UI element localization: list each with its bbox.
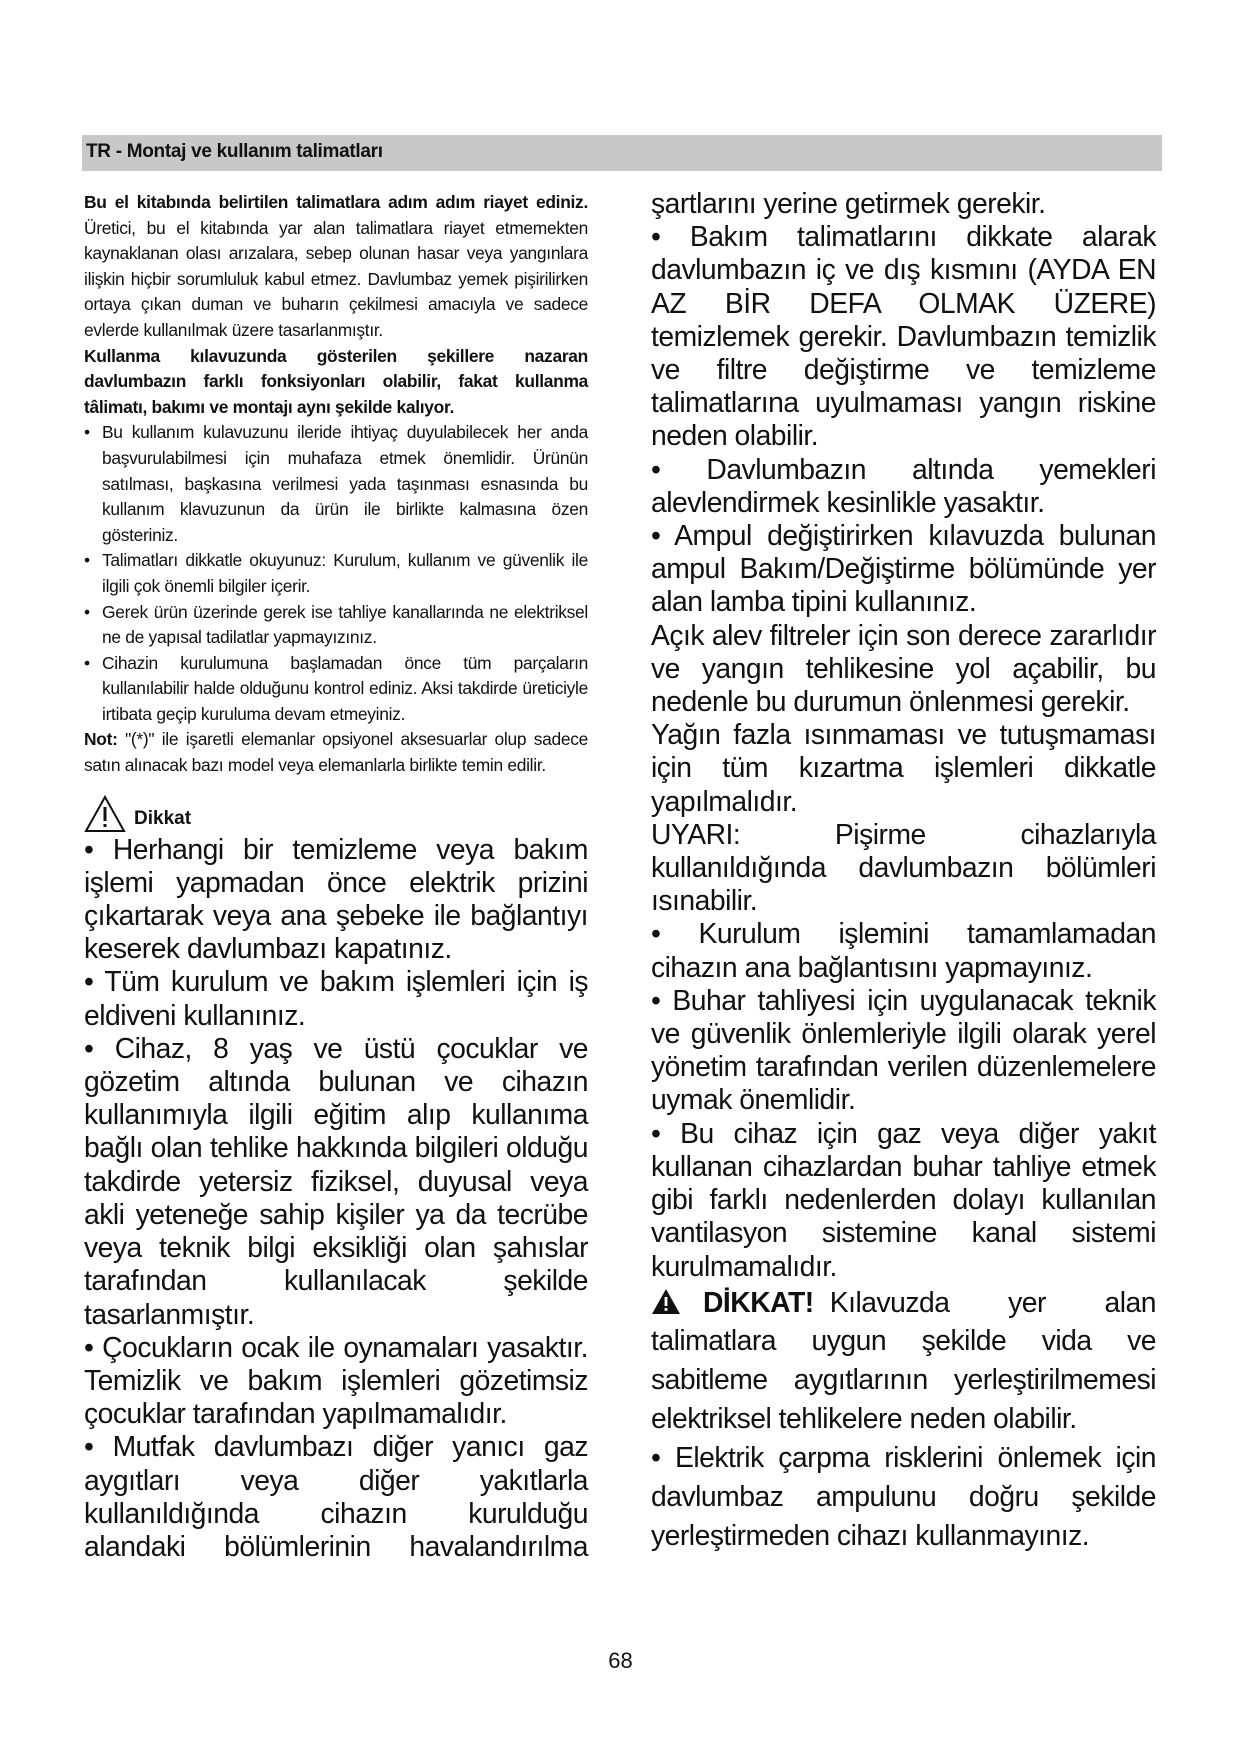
bullet-text: Gerek ürün üzerinde gerek ise tahliye kanallarında ne elektriksel ne de yapısal tadilatlar yapmayızınız. (102, 601, 588, 648)
caution-item: • Bakım talimatlarını dikkate alarak davlumbazın iç ve dış kısmını (AYDA EN AZ BİR DEFA OLMAK ÜZERE) temizlemek gerekir. Davlumbazın temizlik ve filtre değiştirme ve temizleme talimatlarına uyulmaması yangın riskine neden olabilir. (651, 220, 1156, 452)
warning-text: talimatlara uygun şekilde vida ve sabitleme aygıtlarının yerleştirilmemesi elektriksel tehlikelere neden olabilir. (651, 1323, 1156, 1434)
warning-filled-triangle-icon (651, 1288, 681, 1315)
intro-bullet (84, 420, 588, 548)
note-label: Not: (84, 729, 118, 750)
bullet-dot: • (84, 550, 90, 571)
caution-item: • Herhangi bir temizleme veya bakım işlemi yapmadan önce elektrik prizini çıkartarak veya ana şebeke ile bağlantıyı keserek davlumbazı kapatınız. (84, 832, 588, 965)
bullet-text: Bu kullanım kulavuzunu ileride ihtiyaç duyulabilecek her anda başvurulabilmesi için muhafaza etmek önemlidir. Ürünün satılması, başkasına verilmesi yada taşınması esnasında bu kullanım klavuzunun da ürün ile birlikte kalmasına özen gösteriniz. (102, 422, 588, 545)
caution-item: • Mutfak davlumbazı diğer yanıcı gaz aygıtları veya diğer yakıtlarla kullanıldığında cihazın kurulduğu alandaki bölümlerinin havalandırılma (84, 1430, 588, 1562)
intro-section (84, 190, 588, 779)
caution-item: Yağın fazla ısınmaması ve tutuşmaması için tüm kızartma işlemleri dikkatle yapılmalıdır. (651, 718, 1156, 817)
warning-text-start: Kılavuzda yer alan (829, 1285, 1156, 1318)
caution-heading (84, 793, 588, 833)
intro-text-1: Üretici, bu el kitabında yar alan talimatlara riayet etmemekten kaynaklanan olası arızalara, sebep olunan hasar veya yangınlara ilişkin hiçbir sorumluluk kabul etmez. Davlumbaz yemek pişirilirken ortaya çıkan duman ve buharın çekilmesi amacıyla ve sadece evlerde kullanılmak üzere tasarlanmıştır. (84, 217, 588, 340)
note-text: "(*)" ile işaretli elemanlar opsiyonel aksesuarlar olup sadece satın alınacak bazı model veya elemanlarla birlikte temin edilir. (84, 729, 588, 776)
warning-heading (651, 1283, 1156, 1321)
caution-item: • Buhar tahliyesi için uygulanacak teknik ve güvenlik önlemleriyle ilgili olarak yerel yönetim tarafından verilen düzenlemelere uymak önemlidir. (651, 983, 1156, 1116)
caution-item: • Ampul değiştirirken kılavuzda bulunan ampul Bakım/Değiştirme bölümünde yer alan lamba tipini kullanınız. (651, 519, 1156, 618)
bullet-dot: • (84, 652, 90, 673)
caution-item: • Cihaz, 8 yaş ve üstü çocuklar ve gözetim altında bulunan ve cihazın kullanımıyla ilgili eğitim alıp kullanıma bağlı olan tehlike hakkında bilgileri olduğu takdirde yetersiz fiziksel, duyusal veya akli yeteneğe sahip kişiler ya da tecrübe veya teknik bilgi eksikliği olan şahıslar tarafından kullanılacak şekilde tasarlanmıştır. (84, 1031, 588, 1330)
note-paragraph (84, 727, 588, 778)
page-title: TR - Montaj ve kullanım talimatları (86, 141, 383, 162)
caution-item: • Çocukların ocak ile oynamaları yasaktır. Temizlik ve bakım işlemleri gözetimsiz çocuklar tarafından yapılmamalıdır. (84, 1330, 588, 1430)
intro-bullet (84, 548, 588, 599)
caution-item: • Bu cihaz için gaz veya diğer yakıt kullanan cihazlardan buhar tahliye etmek gibi farklı nedenlerden dolayı kullanılan vantilasyon sistemine kanal sistemi kurulmamalıdır. (651, 1116, 1156, 1282)
bullet-text: Talimatları dikkatle okuyunuz: Kurulum, kullanım ve güvenlik ile ilgili çok önemli bilgiler içerir. (102, 550, 588, 596)
intro-bold-1: Bu el kitabında belirtilen talimatlara adım adım riayet ediniz. (84, 192, 588, 212)
page-number: 68 (608, 1648, 633, 1673)
right-column (651, 187, 1156, 1555)
caution-item: • Tüm kurulum ve bakım işlemleri için iş eldiveni kullanınız. (84, 965, 588, 1031)
header-bar (82, 135, 1162, 171)
caution-item: • Davlumbazın altında yemekleri alevlendirmek kesinlikle yasaktır. (651, 452, 1156, 518)
caution-label: Dikkat (134, 807, 192, 829)
bullet-text: Cihazin kurulumuna başlamadan önce tüm parçaların kullanılabilir halde olduğunu kontrol ediniz. Aksi takdirde üreticiyle irtibata geçip kuruluma devam etmeyiniz. (102, 652, 588, 724)
warning-label: DİKKAT! (703, 1285, 814, 1318)
bullet-dot: • (84, 601, 90, 622)
caution-item: şartlarını yerine getirmek gerekir. (651, 187, 1046, 219)
caution-item: UYARI: Pişirme cihazlarıyla kullanıldığında davlumbazın bölümleri ısınabilir. (651, 817, 1156, 917)
bullet-dot: • (84, 422, 90, 443)
warning-triangle-icon (84, 795, 126, 833)
intro-bullet (84, 600, 588, 651)
intro-bold-2: Kullanma kılavuzunda gösterilen şekillere nazaran davlumbazın farklı fonksiyonları olabilir, fakat kullanma tâlimatı, bakımı ve montajı aynı şekilde kalıyor. (84, 345, 588, 417)
caution-item: • Elektrik çarpma risklerini önlemek için davlumbaz ampulunu doğru şekilde yerleştirmeden cihazı kullanmayınız. (651, 1440, 1156, 1551)
intro-paragraph-1 (84, 190, 588, 344)
caution-item: • Kurulum işlemini tamamlamadan cihazın ana bağlantısını yapmayınız. (651, 917, 1156, 983)
left-column (84, 190, 588, 1563)
intro-bullet (84, 651, 588, 728)
caution-item: Açık alev filtreler için son derece zararlıdır ve yangın tehlikesine yol açabilir, bu nedenle bu durumun önlenmesi gerekir. (651, 618, 1156, 718)
intro-paragraph-2 (84, 344, 588, 421)
